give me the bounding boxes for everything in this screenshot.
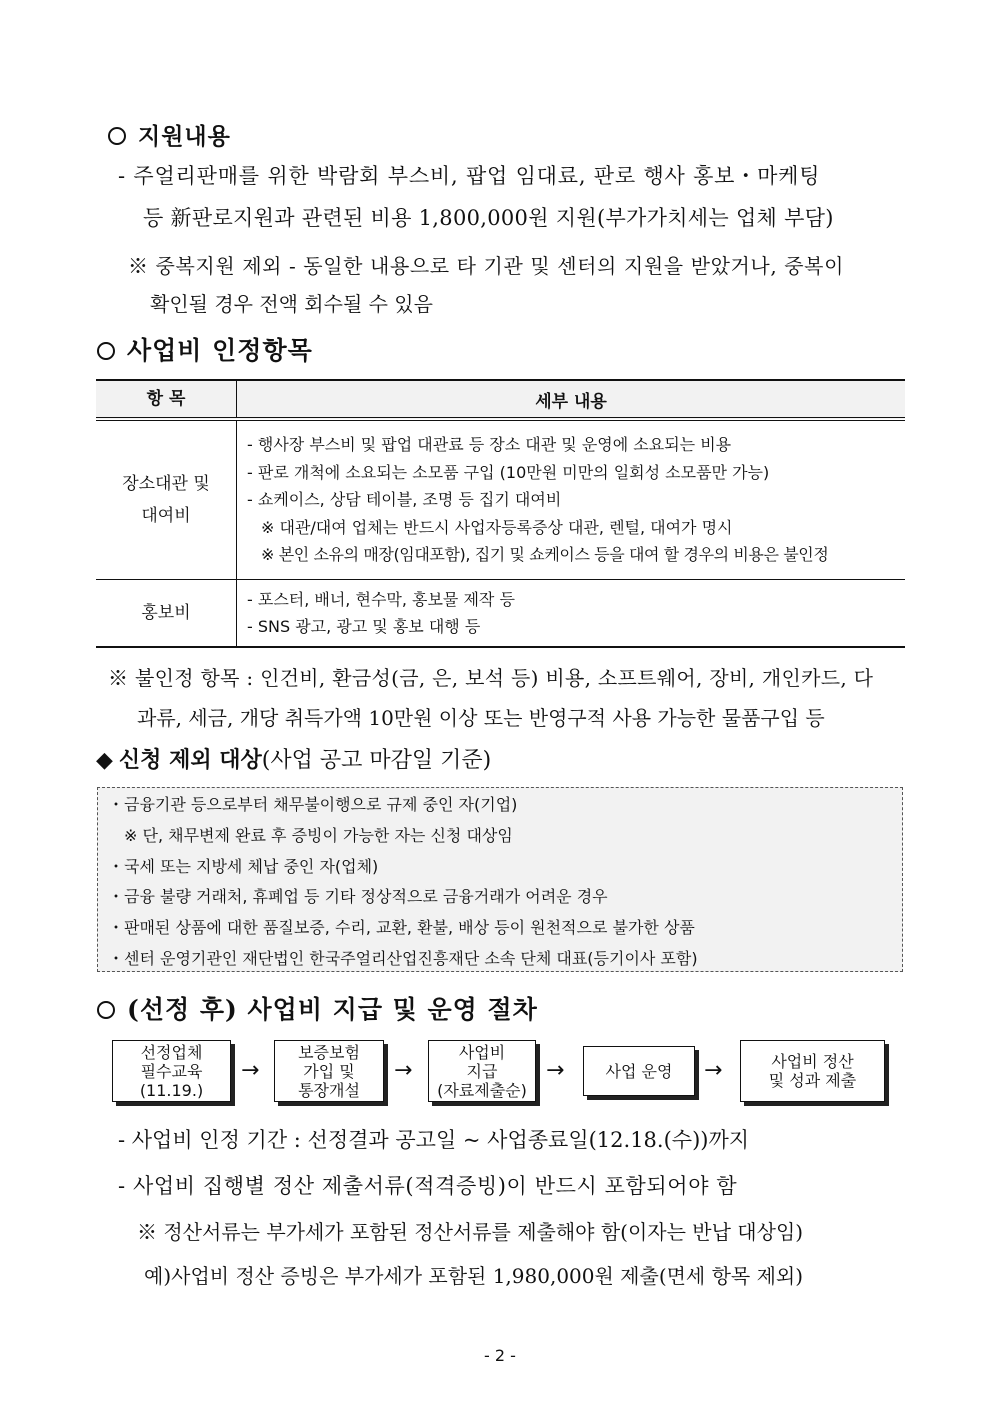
eligible-items-table bbox=[96, 379, 905, 648]
exclusion-box bbox=[97, 787, 903, 972]
support-line-2: 등 新판로지원과 관련된 비용 1,800,000원 지원(부가가치세는 업체 부담) bbox=[143, 206, 834, 230]
items-heading: 사업비 인정항목 bbox=[97, 331, 313, 367]
category-cell: 장소대관 및 대여비 bbox=[96, 419, 237, 580]
excluded-items-line-1: ※ 불인정 항목 : 인건비, 환금성(금, 은, 보석 등) 비용, 소프트웨어, 장비, 개인카드, 다 bbox=[108, 666, 874, 690]
list-item: ・국세 또는 지방세 체납 중인 자(업체) bbox=[108, 856, 379, 876]
support-note-2: 확인될 경우 전액 회수될 수 있음 bbox=[150, 292, 433, 316]
step-box-3: 사업비 지급 (자료제출순) bbox=[428, 1040, 536, 1102]
table-header-details: 세부 내용 bbox=[237, 380, 906, 419]
details-cell: - 행사장 부스비 및 팝업 대관료 등 장소 대관 및 운영에 소요되는 비용 - 판로 개척에 소요되는 소모품 구입 (10만원 미만의 일회성 소모품만 가능) - 쇼케이스, 상담 테이블, 조명 등 집기 대여비 ※ 대관/대여 업체는 반드시 사업자등록증상 대관, 렌털, 대여가 명시 ※ 본인 소유의 매장(임대포함), 집기 및 쇼케이스 등을 대여 할 경우의 비용은 불인정 bbox=[237, 419, 906, 580]
arrow-right-icon: → bbox=[546, 1058, 565, 1083]
support-line-1: - 주얼리판매를 위한 박람회 부스비, 팝업 임대료, 판로 행사 홍보・마케팅 bbox=[118, 164, 821, 188]
excluded-items-line-2: 과류, 세금, 개당 취득가액 10만원 이상 또는 반영구적 사용 가능한 물품구입 등 bbox=[137, 706, 825, 730]
arrow-right-icon: → bbox=[394, 1058, 413, 1083]
category-cell: 홍보비 bbox=[96, 580, 237, 648]
step-box-2: 보증보험 가입 및 통장개설 bbox=[274, 1040, 384, 1102]
list-item: ・금융 불량 거래처, 휴폐업 등 기타 정상적으로 금융거래가 어려운 경우 bbox=[108, 887, 608, 907]
page-number: - 2 - bbox=[484, 1346, 516, 1365]
table-header-row bbox=[96, 380, 905, 419]
procedure-note-1: ※ 정산서류는 부가세가 포함된 정산서류를 제출해야 함(이자는 반납 대상임) bbox=[137, 1220, 804, 1244]
support-heading: 지원내용 bbox=[108, 118, 231, 151]
list-item: ・판매된 상품에 대한 품질보증, 수리, 교환, 환불, 배상 등이 원천적으로 불가한 상품 bbox=[108, 918, 695, 938]
circle-bullet-icon bbox=[108, 127, 126, 145]
table-row bbox=[96, 419, 905, 580]
arrow-right-icon: → bbox=[241, 1058, 260, 1083]
step-box-5: 사업비 정산 및 성과 제출 bbox=[740, 1040, 885, 1102]
step-box-1: 선정업체 필수교육 (11.19.) bbox=[112, 1040, 231, 1102]
list-item: ※ 단, 채무변제 완료 후 증빙이 가능한 자는 신청 대상임 bbox=[124, 825, 513, 845]
procedure-heading: (선정 후) 사업비 지급 및 운영 절차 bbox=[97, 990, 538, 1026]
list-item: ・금융기관 등으로부터 채무불이행으로 규제 중인 자(기업) bbox=[108, 795, 518, 814]
list-item: ・센터 운영기관인 재단법인 한국주얼리산업진흥재단 소속 단체 대표(등기이사 포함) bbox=[108, 948, 698, 968]
circle-bullet-icon bbox=[97, 1001, 115, 1019]
table-row bbox=[96, 580, 905, 648]
details-cell: - 포스터, 배너, 현수막, 홍보물 제작 등 - SNS 광고, 광고 및 홍보 대행 등 bbox=[237, 580, 906, 648]
step-box-4: 사업 운영 bbox=[583, 1046, 695, 1096]
arrow-right-icon: → bbox=[704, 1058, 723, 1083]
diamond-bullet-icon: ◆ bbox=[96, 748, 113, 773]
exclusion-heading: ◆ 신청 제외 대상(사업 공고 마감일 기준) bbox=[96, 747, 492, 773]
circle-bullet-icon bbox=[97, 342, 115, 360]
procedure-line-1: - 사업비 인정 기간 : 선정결과 공고일 ~ 사업종료일(12.18.(수))까지 bbox=[118, 1128, 750, 1152]
procedure-line-2: - 사업비 집행별 정산 제출서류(적격증빙)이 반드시 포함되어야 함 bbox=[118, 1174, 738, 1198]
support-note-1: ※ 중복지원 제외 - 동일한 내용으로 타 기관 및 센터의 지원을 받았거나, 중복이 bbox=[128, 254, 845, 278]
table-header-category: 항 목 bbox=[96, 380, 237, 419]
procedure-note-2: 예)사업비 정산 증빙은 부가세가 포함된 1,980,000원 제출(면세 항목 제외) bbox=[144, 1264, 804, 1288]
